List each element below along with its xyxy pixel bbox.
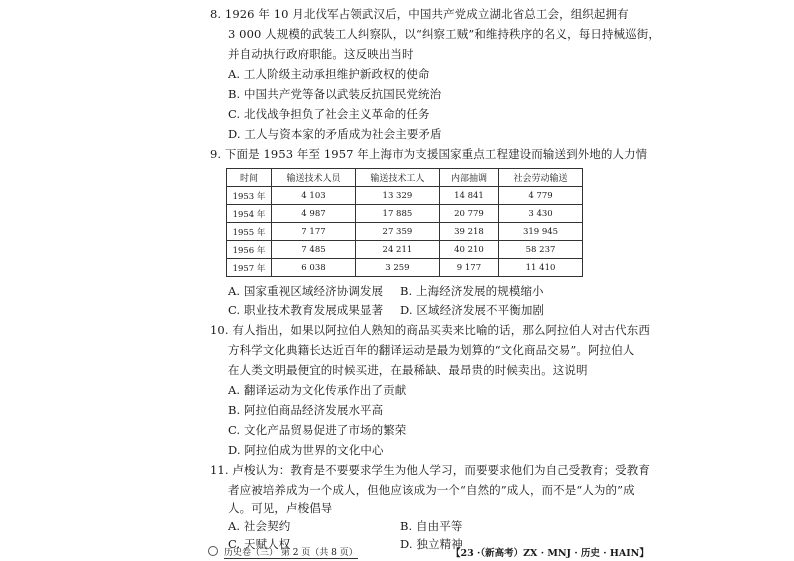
table-row <box>227 259 583 277</box>
table-cell: 1953 年 <box>227 187 272 205</box>
table-cell: 27 359 <box>355 223 439 241</box>
table-cell: 39 218 <box>439 223 498 241</box>
q9-option-c: C. 职业技术教育发展成果显著 <box>228 303 384 317</box>
q9-option-d: D. 区域经济发展不平衡加剧 <box>400 303 545 317</box>
table-row <box>227 205 583 223</box>
q8-stem-line-3: 并自动执行政府职能。这反映出当时 <box>228 47 414 61</box>
q8-option-b: B. 中国共产党等备以武装反抗国民党统治 <box>228 87 442 101</box>
table-cell: 3 430 <box>499 205 583 223</box>
table-cell: 24 211 <box>355 241 439 259</box>
table-header-cell: 输送技术工人 <box>355 169 439 187</box>
table-row <box>227 223 583 241</box>
table-cell: 3 259 <box>355 259 439 277</box>
q10-stem-line-2: 方科学文化典籍长达近百年的翻译运动是最为划算的“文化商品交易”。阿拉伯人 <box>228 343 635 357</box>
q8-stem-line-1: 8. 1926 年 10 月北伐军占领武汉后，中国共产党成立湖北省总工会，组织起拥有 <box>210 7 629 21</box>
q8-option-d: D. 工人与资本家的矛盾成为社会主要矛盾 <box>228 127 442 141</box>
table-cell: 9 177 <box>439 259 498 277</box>
table-header-cell: 输送技术人员 <box>272 169 356 187</box>
q8-stem-line-2: 3 000 人规模的武装工人纠察队，以“纠察工贼”和维持秩序的名义，每日持械巡街， <box>228 27 660 41</box>
table-cell: 13 329 <box>355 187 439 205</box>
q11-option-c: C. 天赋人权 <box>228 537 291 551</box>
table-cell: 6 038 <box>272 259 356 277</box>
table-cell: 17 885 <box>355 205 439 223</box>
q9-option-b: B. 上海经济发展的规模缩小 <box>400 284 544 298</box>
table-cell: 14 841 <box>439 187 498 205</box>
q10-stem-line-3: 在人类文明最便宜的时候买进，在最稀缺、最昂贵的时候卖出。这说明 <box>228 363 588 377</box>
q11-stem-line-3: 人。可见，卢梭倡导 <box>228 501 333 515</box>
q9-statistics-table <box>226 168 583 277</box>
q10-option-a: A. 翻译运动为文化传承作出了贡献 <box>228 383 407 397</box>
q9-stem-line-1: 9. 下面是 1953 年至 1957 年上海市为支援国家重点工程建设而输送到外地的人力情 <box>210 147 648 161</box>
table-cell: 1955 年 <box>227 223 272 241</box>
table-cell: 7 485 <box>272 241 356 259</box>
table-cell: 4 987 <box>272 205 356 223</box>
q10-option-c: C. 文化产品贸易促进了市场的繁荣 <box>228 423 407 437</box>
table-cell: 4 103 <box>272 187 356 205</box>
footer-page-info: 历史卷（三） 第 2 页（共 8 页） <box>224 545 358 559</box>
table-row <box>227 187 583 205</box>
table-cell: 319 945 <box>499 223 583 241</box>
table-header-row <box>227 169 583 187</box>
table-cell: 58 237 <box>499 241 583 259</box>
q10-option-d: D. 阿拉伯成为世界的文化中心 <box>228 443 384 457</box>
q8-option-c: C. 北伐战争担负了社会主义革命的任务 <box>228 107 430 121</box>
table-header-cell: 社会劳动输送 <box>499 169 583 187</box>
table-cell: 20 779 <box>439 205 498 223</box>
q11-stem-line-1: 11. 卢梭认为：教育是不要要求学生为他人学习，而要要求他们为自己受教育；受教育 <box>210 463 650 477</box>
footer-exam-code: 【23 ·（新高考）ZX · MNJ · 历史 · HAIN】 <box>451 548 649 559</box>
q8-option-a: A. 工人阶级主动承担维护新政权的使命 <box>228 67 430 81</box>
table-cell: 1954 年 <box>227 205 272 223</box>
q9-option-a: A. 国家重视区域经济协调发展 <box>228 284 384 298</box>
table-row <box>227 241 583 259</box>
table-header-cell: 时间 <box>227 169 272 187</box>
q10-option-b: B. 阿拉伯商品经济发展水平高 <box>228 403 384 417</box>
q11-option-b: B. 自由平等 <box>400 519 463 533</box>
table-cell: 4 779 <box>499 187 583 205</box>
table-cell: 40 210 <box>439 241 498 259</box>
table-cell: 11 410 <box>499 259 583 277</box>
q11-option-d: D. 独立精神 <box>400 537 463 551</box>
table-header-cell: 内部抽调 <box>439 169 498 187</box>
q11-stem-line-2: 者应被培养成为一个成人，但他应该成为一个“自然的”成人，而不是“人为的”成 <box>228 483 635 497</box>
table-cell: 7 177 <box>272 223 356 241</box>
table-cell: 1957 年 <box>227 259 272 277</box>
q10-stem-line-1: 10. 有人指出，如果以阿拉伯人熟知的商品买卖来比喻的话，那么阿拉伯人对古代东西 <box>210 323 650 337</box>
table-cell: 1956 年 <box>227 241 272 259</box>
binding-hole-icon <box>208 546 218 556</box>
q11-option-a: A. 社会契约 <box>228 519 291 533</box>
